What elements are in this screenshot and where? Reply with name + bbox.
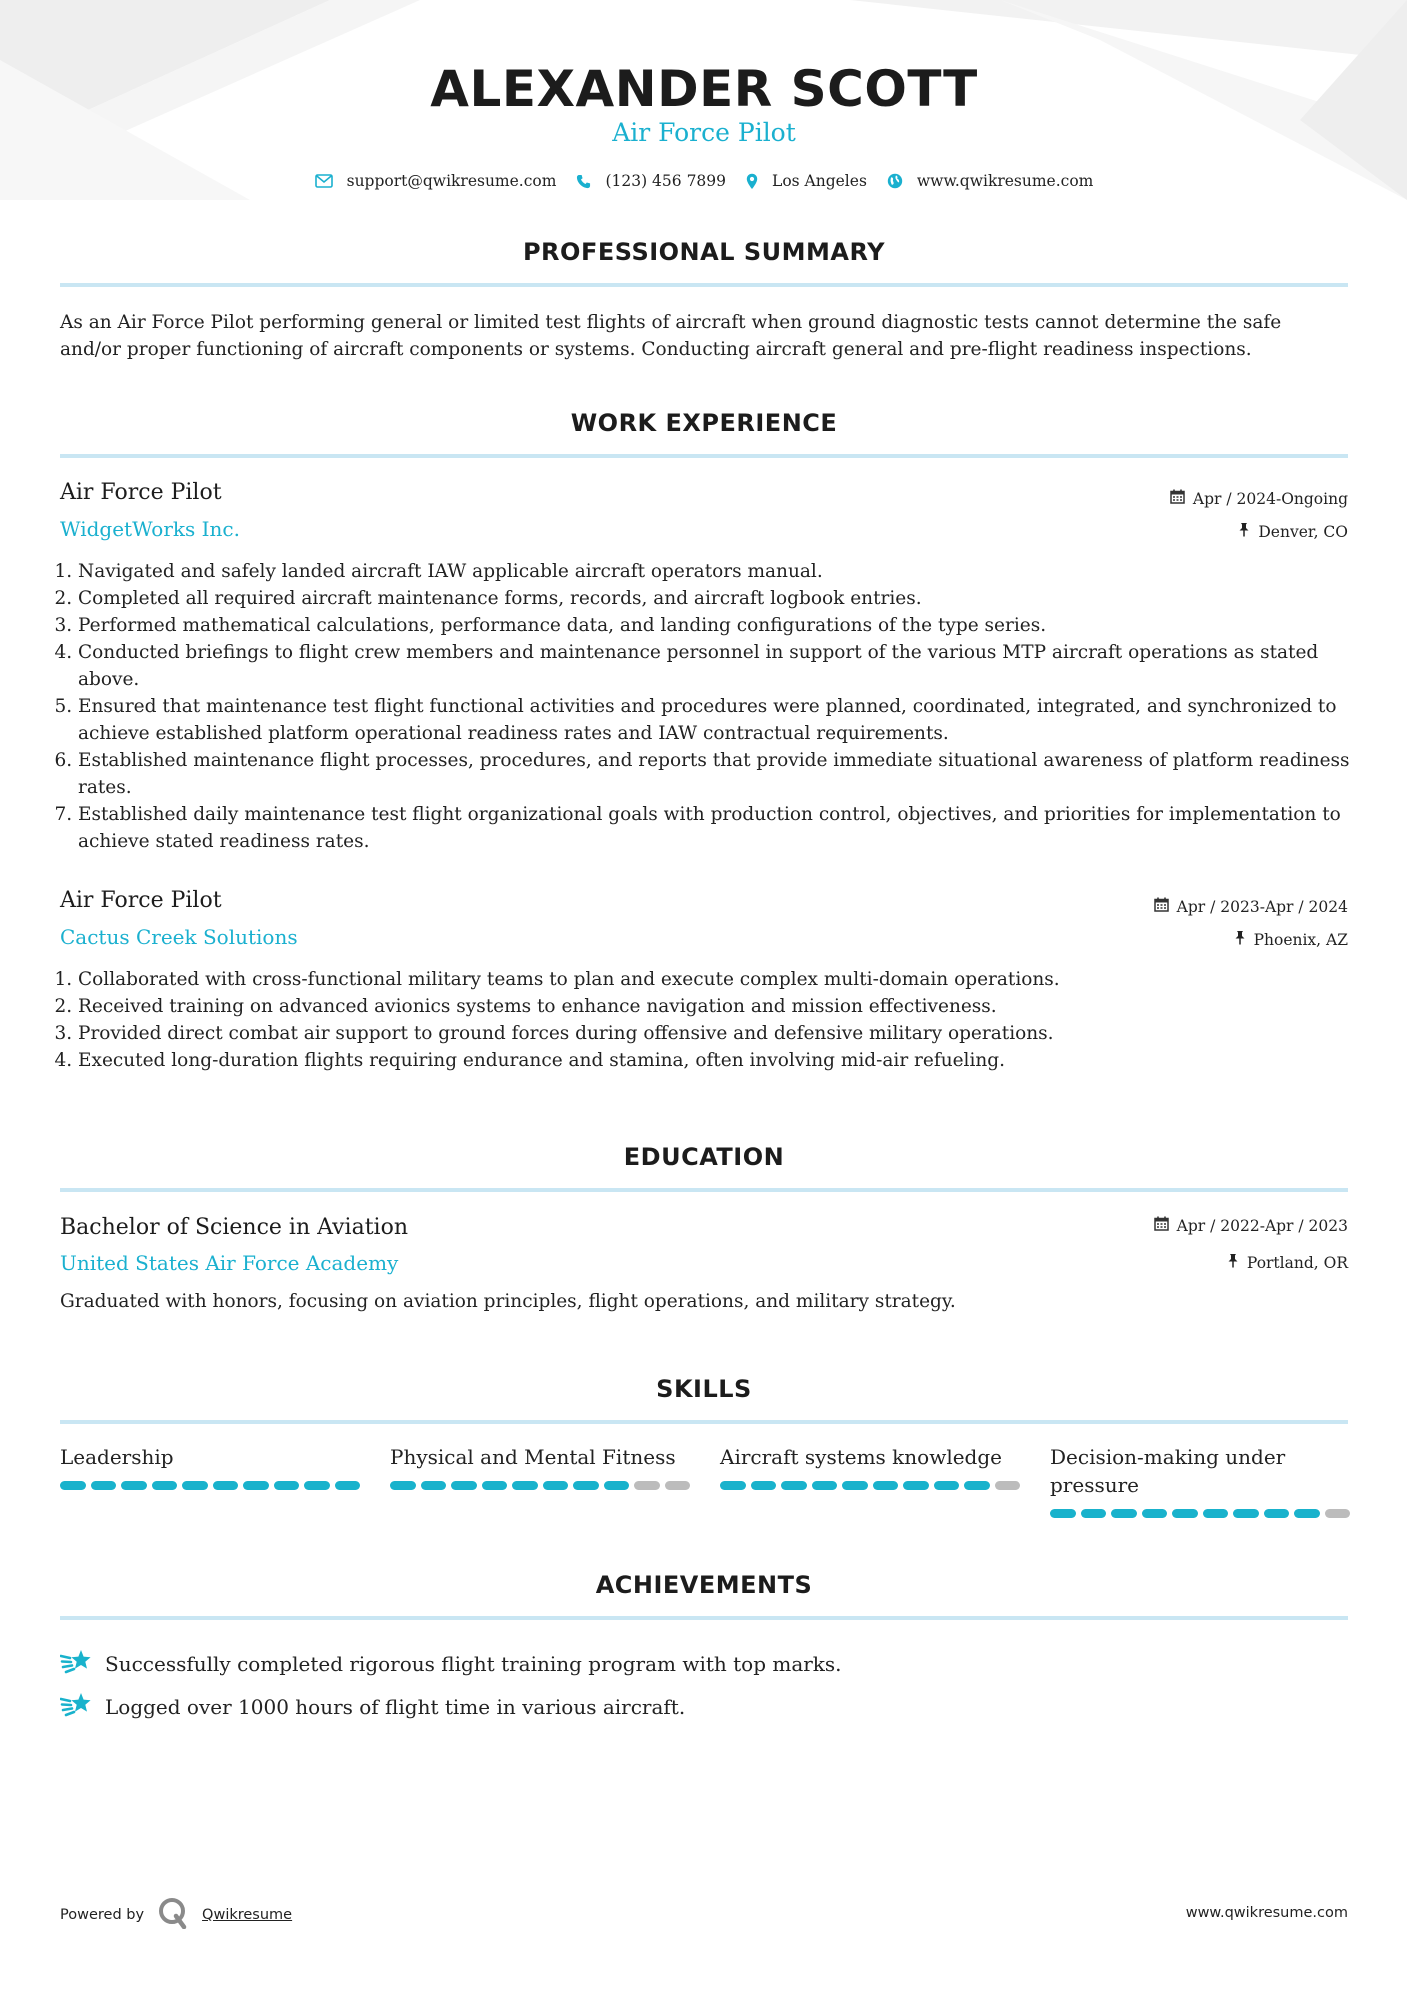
skill-segment-filled	[335, 1481, 361, 1490]
skill-segment-filled	[243, 1481, 269, 1490]
powered-by-label: Powered by	[60, 1907, 145, 1923]
map-marker-icon	[746, 173, 758, 190]
job-company: Cactus Creek Solutions	[60, 925, 298, 949]
skill-segment-filled	[1233, 1509, 1259, 1518]
section-heading-summary: PROFESSIONAL SUMMARY	[522, 238, 886, 266]
skill-segment-filled	[121, 1481, 147, 1490]
skill-segment-filled	[304, 1481, 330, 1490]
skill-item	[60, 1443, 360, 1518]
section-divider	[60, 1616, 1348, 1620]
skill-level-bar	[390, 1481, 690, 1490]
skill-segment-filled	[1294, 1509, 1320, 1518]
skill-name: Decision-making under pressure	[1050, 1445, 1286, 1497]
job-location	[1238, 522, 1348, 541]
skill-level-bar	[60, 1481, 360, 1490]
skill-level-bar	[1050, 1509, 1350, 1518]
globe-icon	[887, 173, 903, 189]
section-divider	[60, 1420, 1348, 1424]
skill-segment-filled	[1203, 1509, 1229, 1518]
skill-segment-filled	[720, 1481, 746, 1490]
skill-name: Physical and Mental Fitness	[390, 1445, 676, 1469]
list-item: 1. Navigated and safely landed aircraft IAW applicable aircraft operators manual.	[78, 558, 1366, 585]
contact-location-text: Los Angeles	[772, 172, 867, 190]
achievement-text: Successfully completed rigorous flight training program with top marks.	[105, 1651, 842, 1676]
pushpin-icon	[1234, 930, 1246, 949]
skill-segment-filled	[1081, 1509, 1107, 1518]
skill-segment-filled	[91, 1481, 117, 1490]
skill-segment-filled	[934, 1481, 960, 1490]
skill-name: Aircraft systems knowledge	[720, 1445, 1003, 1469]
skill-segment-filled	[274, 1481, 300, 1490]
education-description: Graduated with honors, focusing on aviation principles, flight operations, and military strategy.	[60, 1291, 956, 1312]
contact-email-text: support@qwikresume.com	[346, 172, 557, 190]
job-location	[1234, 930, 1348, 949]
contact-website-text: www.qwikresume.com	[916, 172, 1094, 190]
skill-segment-empty	[665, 1481, 691, 1490]
skill-segment-filled	[390, 1481, 416, 1490]
achievement-item	[60, 1685, 1348, 1728]
education-date-text: Apr / 2022-Apr / 2023	[1176, 1216, 1348, 1235]
skill-item	[720, 1443, 1020, 1518]
section-heading-skills: SKILLS	[656, 1375, 752, 1403]
job-location-text: Denver, CO	[1258, 522, 1348, 541]
job-date-text: Apr / 2024-Ongoing	[1192, 489, 1348, 508]
qwikresume-logo-icon	[158, 1897, 188, 1933]
list-item: 6. Established maintenance flight processes, procedures, and reports that provide immediate situational awareness of platform readiness rates.	[78, 747, 1366, 801]
skill-segment-filled	[873, 1481, 899, 1490]
section-heading-education: EDUCATION	[623, 1143, 785, 1171]
skill-segment-filled	[482, 1481, 508, 1490]
skill-segment-filled	[812, 1481, 838, 1490]
skill-segment-filled	[213, 1481, 239, 1490]
job-responsibilities	[60, 558, 1366, 855]
job-company: WidgetWorks Inc.	[60, 517, 240, 541]
skill-segment-empty	[995, 1481, 1021, 1490]
skill-segment-filled	[903, 1481, 929, 1490]
contact-phone[interactable]	[576, 172, 726, 190]
list-item: 2. Completed all required aircraft maintenance forms, records, and aircraft logbook entries.	[78, 585, 1366, 612]
pushpin-icon	[1227, 1253, 1239, 1272]
qwikresume-link[interactable]: Qwikresume	[202, 1907, 293, 1923]
skill-segment-empty	[1325, 1509, 1351, 1518]
skill-segment-filled	[1264, 1509, 1290, 1518]
achievement-text: Logged over 1000 hours of flight time in various aircraft.	[105, 1694, 686, 1719]
list-item: 2. Received training on advanced avionics systems to enhance navigation and mission effectiveness.	[78, 993, 1366, 1020]
education-location	[1227, 1253, 1348, 1272]
job-title: Air Force Pilot	[60, 480, 222, 505]
skill-segment-filled	[751, 1481, 777, 1490]
list-item: 3. Performed mathematical calculations, performance data, and landing configurations of the type series.	[78, 612, 1366, 639]
candidate-name: ALEXANDER SCOTT	[430, 60, 978, 118]
list-item: 4. Conducted briefings to flight crew members and maintenance personnel in support of the various MTP aircraft operations as stated above.	[78, 639, 1366, 693]
skill-segment-filled	[512, 1481, 538, 1490]
list-item: 1. Collaborated with cross-functional military teams to plan and execute complex multi-domain operations.	[78, 966, 1366, 993]
skill-level-bar	[720, 1481, 1020, 1490]
job-location-text: Phoenix, AZ	[1253, 930, 1348, 949]
skill-segment-filled	[964, 1481, 990, 1490]
list-item: 7. Established daily maintenance test flight organizational goals with production control, objectives, and priorities for implementation to achieve stated readiness rates.	[78, 801, 1366, 855]
section-divider	[60, 1188, 1348, 1192]
education-location-text: Portland, OR	[1246, 1253, 1348, 1272]
skill-segment-empty	[634, 1481, 660, 1490]
list-item: 4. Executed long-duration flights requiring endurance and stamina, often involving mid-air refueling.	[78, 1047, 1366, 1074]
job-title: Air Force Pilot	[60, 888, 222, 913]
job-date-text: Apr / 2023-Apr / 2024	[1176, 897, 1348, 916]
list-item: 5. Ensured that maintenance test flight functional activities and procedures were planned, coordinated, integrated, and synchronized to achieve established platform operational readiness rates and IAW contractual requirements.	[78, 693, 1366, 747]
section-heading-achievements: ACHIEVEMENTS	[595, 1571, 813, 1599]
phone-icon	[576, 174, 591, 189]
skill-segment-filled	[60, 1481, 86, 1490]
calendar-icon	[1154, 1216, 1169, 1235]
education-date	[1154, 1216, 1348, 1235]
skill-segment-filled	[421, 1481, 447, 1490]
envelope-icon	[315, 174, 333, 188]
education-degree: Bachelor of Science in Aviation	[60, 1215, 408, 1240]
summary-text: As an Air Force Pilot performing general or limited test flights of aircraft when ground diagnostic tests cannot determine the safe and/or proper functioning of aircraft components or systems. Conducting aircraft general and pre-flight readiness inspections.	[60, 312, 1282, 360]
calendar-icon	[1154, 897, 1169, 916]
pushpin-icon	[1238, 522, 1250, 541]
skill-segment-filled	[1050, 1509, 1076, 1518]
achievement-item	[60, 1642, 1348, 1685]
contact-email[interactable]	[315, 172, 557, 190]
achievements-list	[60, 1642, 1348, 1728]
candidate-title: Air Force Pilot	[612, 118, 796, 147]
section-divider	[60, 454, 1348, 458]
footer-powered-by	[60, 1897, 292, 1933]
skill-segment-filled	[1172, 1509, 1198, 1518]
skill-segment-filled	[573, 1481, 599, 1490]
skill-segment-filled	[182, 1481, 208, 1490]
skill-segment-filled	[1142, 1509, 1168, 1518]
education-school: United States Air Force Academy	[60, 1251, 399, 1275]
shooting-star-icon	[60, 1648, 93, 1680]
contact-website[interactable]	[887, 172, 1093, 190]
skill-segment-filled	[543, 1481, 569, 1490]
contact-bar	[60, 172, 1348, 190]
skill-segment-filled	[604, 1481, 630, 1490]
skills-list	[60, 1443, 1348, 1518]
job-date	[1154, 897, 1348, 916]
footer-website[interactable]: www.qwikresume.com	[1185, 1905, 1348, 1921]
skill-segment-filled	[152, 1481, 178, 1490]
contact-phone-text: (123) 456 7899	[605, 172, 727, 190]
skill-segment-filled	[842, 1481, 868, 1490]
list-item: 3. Provided direct combat air support to ground forces during offensive and defensive military operations.	[78, 1020, 1366, 1047]
job-responsibilities	[60, 966, 1366, 1074]
skill-name: Leadership	[60, 1445, 174, 1469]
section-heading-experience: WORK EXPERIENCE	[570, 409, 838, 437]
calendar-icon	[1170, 489, 1185, 508]
skill-item	[1050, 1443, 1350, 1518]
job-date	[1170, 489, 1348, 508]
skill-segment-filled	[781, 1481, 807, 1490]
skill-segment-filled	[1111, 1509, 1137, 1518]
contact-location	[746, 172, 867, 190]
skill-segment-filled	[451, 1481, 477, 1490]
skill-item	[390, 1443, 690, 1518]
shooting-star-icon	[60, 1691, 93, 1723]
section-divider	[60, 283, 1348, 287]
